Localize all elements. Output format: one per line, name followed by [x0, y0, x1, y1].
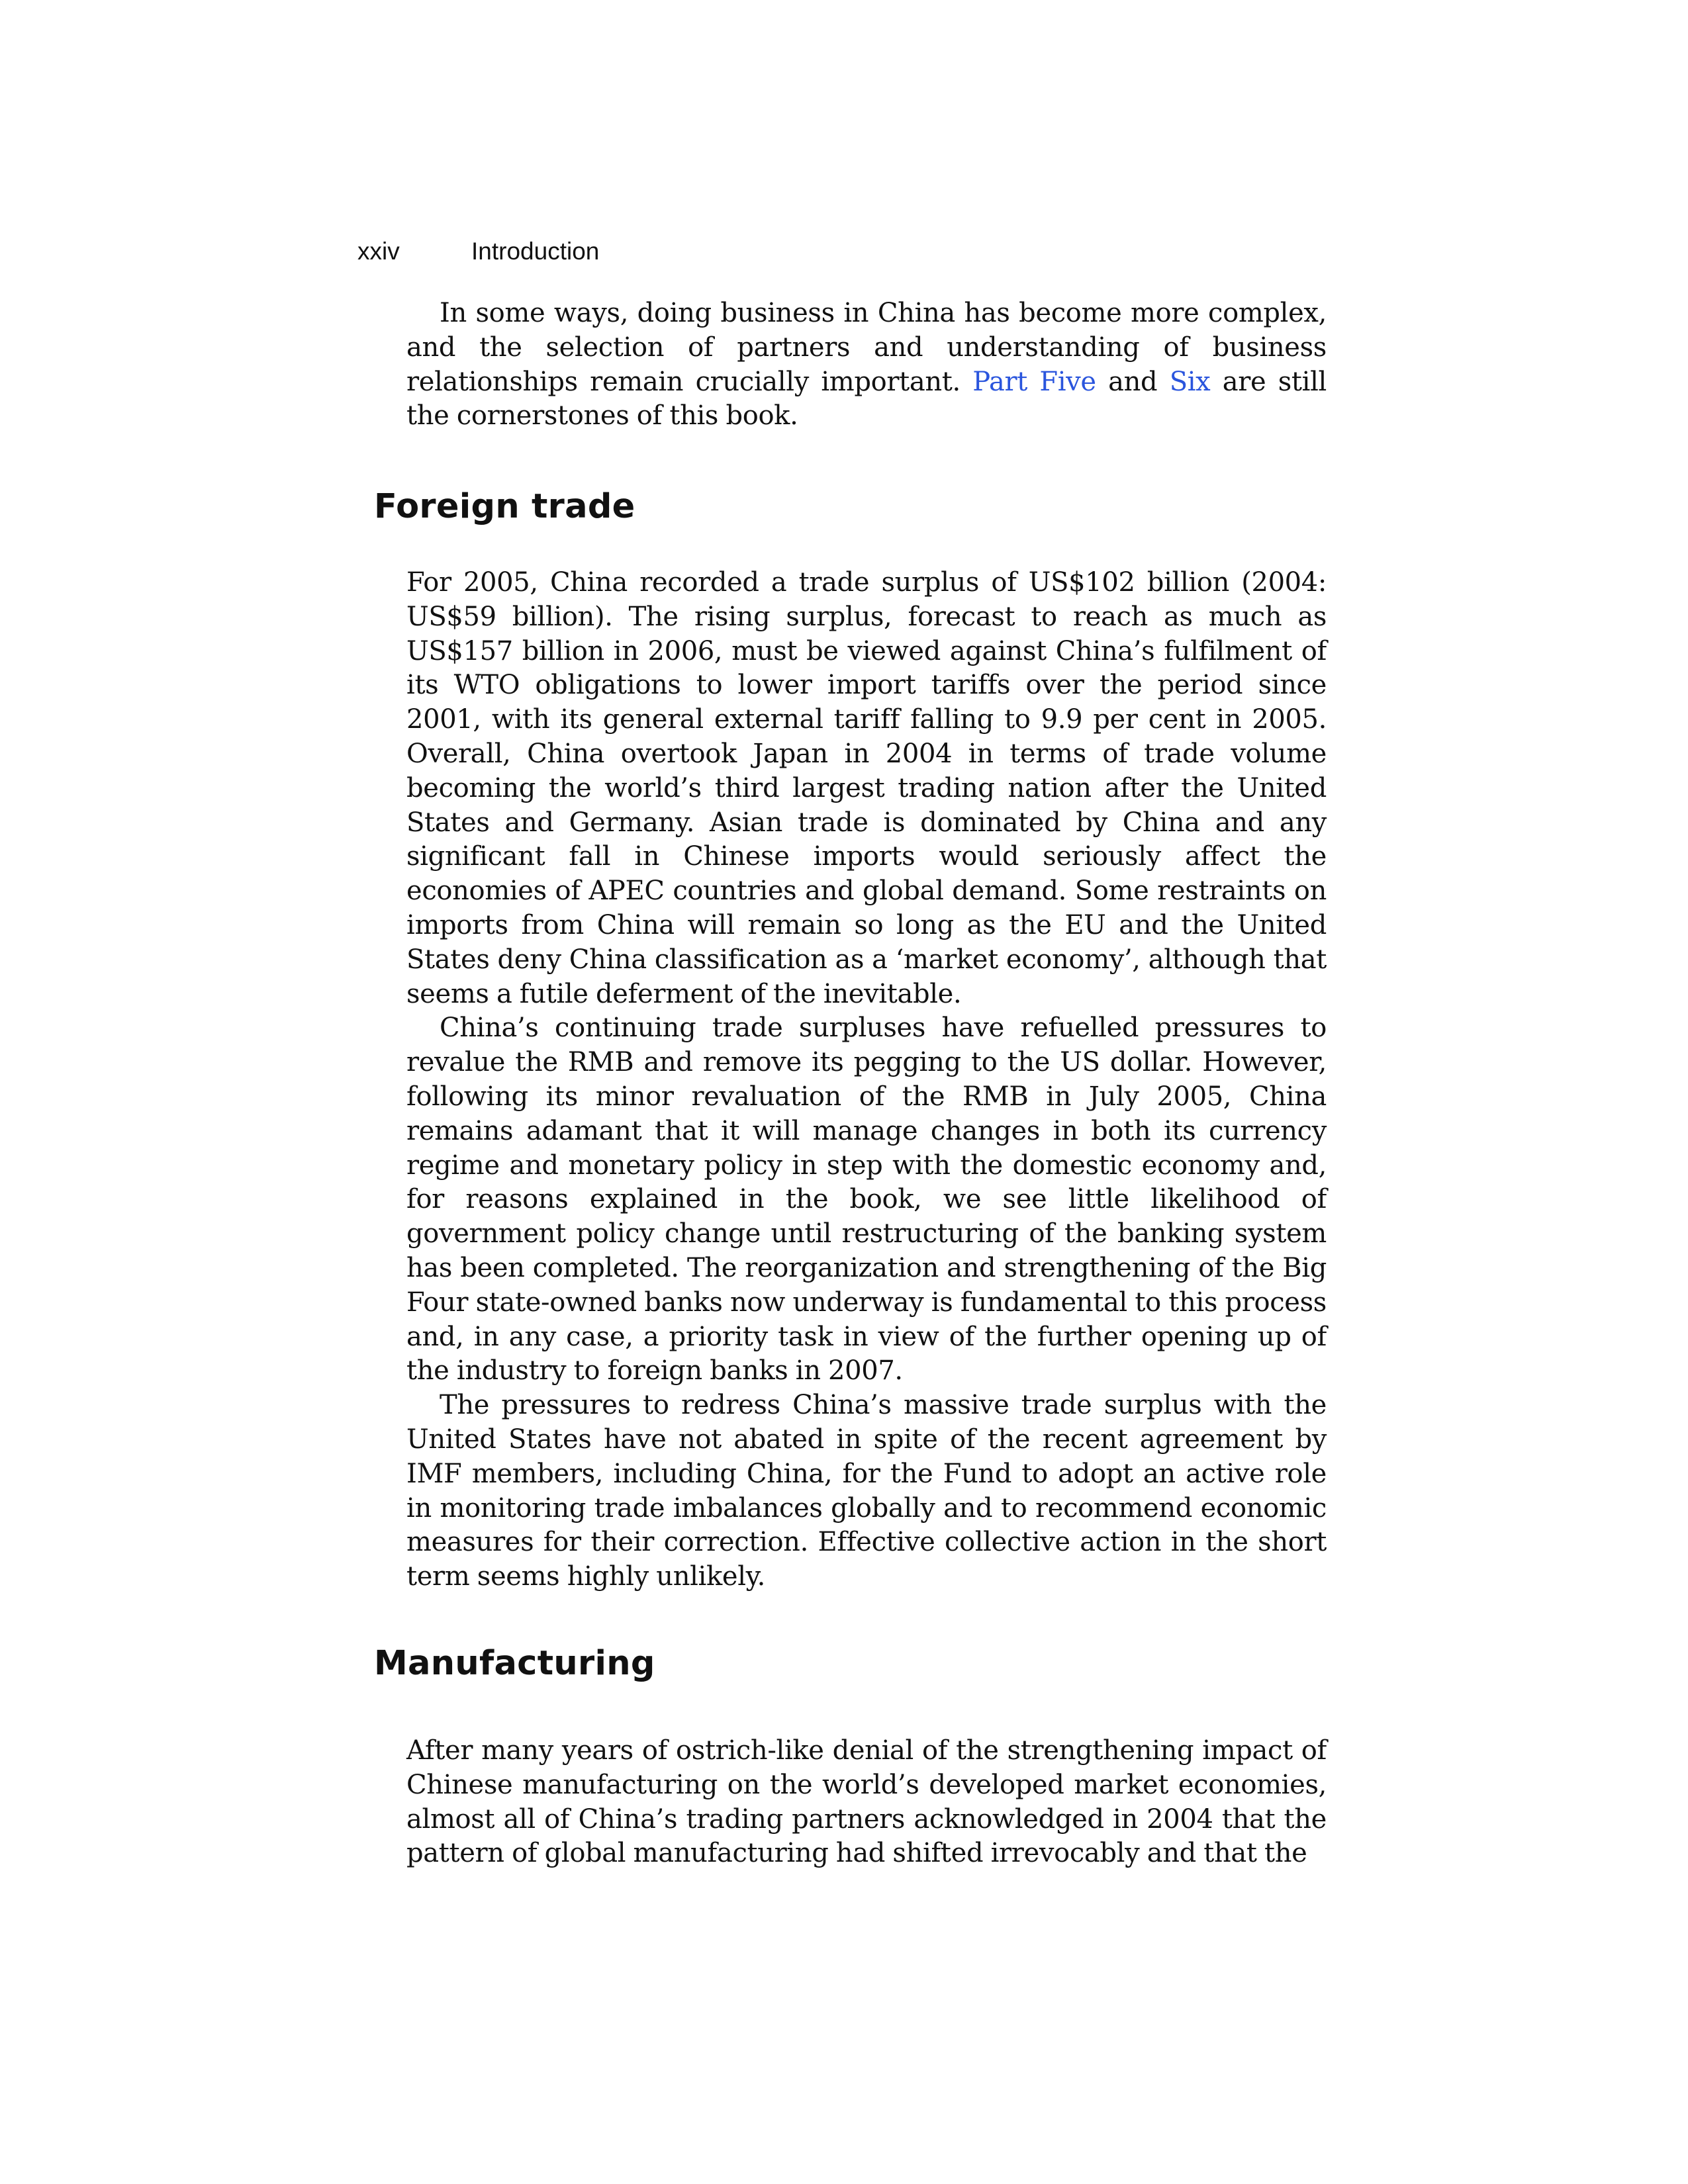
intro-text-between-links: and: [1108, 366, 1158, 397]
running-head: [357, 235, 599, 268]
section-heading-foreign-trade: Foreign trade: [374, 487, 635, 526]
manufacturing-paragraph-1: After many years of ostrich-like denial of the strengthening impact of Chinese manufacturing on the world’s developed market economies, almost all of China’s trading partners acknowledged in 2004 that the pattern of global manufacturing had shifted irrevocably and that the: [406, 1735, 1327, 1869]
foreign-trade-paragraph-2: China’s continuing trade surpluses have refuelled pressures to revalue the RMB and remove its pegging to the US dollar. However, following its minor revaluation of the RMB in July 2005, China remains adamant that it will manage changes in both its currency regime and monetary policy in step with the domestic economy and, for reasons explained in the book, we see little likelihood of government policy change until restructuring of the banking system has been completed. The reorganization and strengthening of the Big Four state-owned banks now underway is fundamental to this process and, in any case, a priority task in view of the further opening up of the industry to foreign banks in 2007.: [406, 1013, 1327, 1387]
intro-text-after-links: are still the cornerstones of this book.: [406, 366, 1327, 432]
part-six-link[interactable]: Six: [1169, 366, 1211, 397]
foreign-trade-paragraph-3: The pressures to redress China’s massive trade surplus with the United States have not abated in spite of the recent agreement by IMF members, including China, for the Fund to adopt an active role in monitoring trade imbalances globally and to recommend economic measures for their correction. Effective collective action in the short term seems highly unlikely.: [406, 1390, 1327, 1592]
foreign-trade-paragraph-1: For 2005, China recorded a trade surplus of US$102 billion (2004: US$59 billion). The rising surplus, forecast to reach as much as US$157 billion in 2006, must be viewed against China’s fulfilment of its WTO obligations to lower import tariffs over the period since 2001, with its general external tariff falling to 9.9 per cent in 2005. Overall, China overtook Japan in 2004 in terms of trade volume becoming the world’s third largest trading nation after the United States and Germany. Asian trade is dominated by China and any significant fall in Chinese imports would seriously affect the economies of APEC countries and global demand. Some restraints on imports from China will remain so long as the EU and the United States deny China classification as a ‘market economy’, although that seems a futile deferment of the inevitable.: [406, 567, 1327, 1009]
section-heading-manufacturing: Manufacturing: [374, 1644, 655, 1683]
part-five-link[interactable]: Part Five: [972, 366, 1096, 397]
foreign-trade-section-body: [406, 566, 1327, 1594]
page-number: xxiv: [357, 238, 400, 265]
running-head-title: Introduction: [471, 238, 600, 265]
intro-text-before-links: In some ways, doing business in China has become more complex, and the selection of partners and understanding of business relationships remain crucially important.: [406, 298, 1327, 397]
intro-text-block: [406, 296, 1327, 433]
manufacturing-section-body: [406, 1734, 1327, 1871]
intro-paragraph: [406, 296, 1327, 433]
